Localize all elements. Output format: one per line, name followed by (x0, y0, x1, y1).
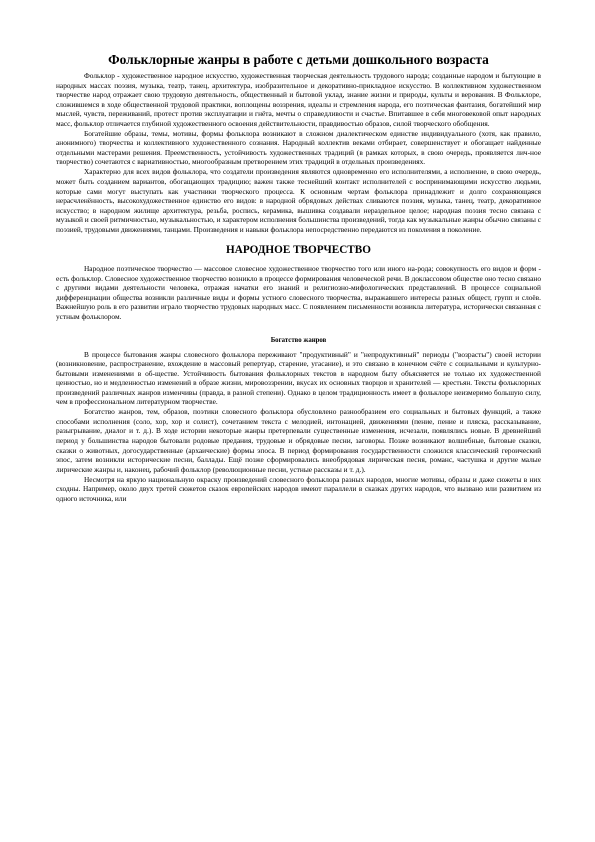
section-paragraph: Народное поэтическое творчество — массовое словесное художественное творчество того или иного на-рода; совокупность его видов и форм - есть фольклор. Словесное художественное творчество возникло в процессе формирования человеческой речи. В доклассовом обществе оно тесно связано с другими видами деятельности человека, отражая начатки его знаний и религиозно-мифологических представлений. В процессе социальной дифференциации общества возникли различные виды и формы устного словесного творчества, выражавшего интересы разных общест, групп и слоёв. Важнейшую роль в его развитии играло творчество трудовых народных масс. С появлением письменности возникла литература, исторически связанная с устным фольклором. (56, 264, 541, 322)
intro-paragraph: Фольклор - художественное народное искусство, художественная творческая деятельность трудового народа; созданные народом и бытующие в народных массах поэзия, музыка, театр, танец, архитектура, изобразительное и декоративно-прикладное искусство. В коллективном художественном творчестве народ отражает свою трудовую деятельность, общественный и бытовой уклад, знание жизни и природы, культы и верования. В Фольклоре, сложившемся в ходе общественной трудовой практики, воплощены воззрения, идеалы и стремления народа, его поэтическая фантазия, богатейший мир мыслей, чувств, переживаний, протест против эксплуатации и гнёта, мечты о справедливости и счастье. Впитавшее в себя многовековой опыт народных масс, фольклор отличается глубиной художественного освоения действительности, правдивостью образов, силой творческого обобщения. (56, 71, 541, 128)
section-heading: НАРОДНОЕ ТВОРЧЕСТВО (226, 244, 371, 257)
page-title: Фольклорные жанры в работе с детьми дошкольного возраста (108, 52, 489, 67)
subsection-paragraph: Богатство жанров, тем, образов, поэтики словесного фольклора обусловлено разнообразием его социальных и бытовых функций, а также способами исполнения (соло, хор, хор и солист), сочетанием текста с мелодией, интонацией, движениями (пение, пение и пляска, рассказывание, разыгрывание, диалог и т. д.). В ходе истории некоторые жанры претерпевали существенные изменения, исчезали, появлялись новые. В древнейший период у большинства народов бытовали родовые предания, трудовые и обрядовые песни, заговоры. Позже возникают волшебные, бытовые сказки, сказки о животных, догосударственные (архаические) формы эпоса. В период формирования государственности сложился классический героический эпос, затем возникли исторические песни, баллады. Ещё позже сформировались внеобрядовая лирическая песня, романс, частушка и другие малые лирические жанры и, наконец, рабочий фольклор (революционные песни, устные рассказы и т. д.). (56, 407, 541, 474)
intro-paragraph: Характерно для всех видов фольклора, что создатели произведения являются одновременно его исполнителями, а исполнение, в свою очередь, может быть созданием вариантов, обогащающих традицию; важен также теснейший контакт исполнителей с воспринимающими искусство людьми, которые сами могут выступать как участники творческого процесса. К основным чертам фольклора принадлежит и долго сохраняющаяся нерасчленённость, высокохудожественное единство его видов: в народной обрядовых действах сливаются поэзия, музыка, танец, театр, декоративное искусство; в народном жилище архитектура, резьба, роспись, керамика, вышивка создавали нераздельное целое; народная поэзия тесно связана с музыкой и своей ритмичностью, музыкальностью, и характером исполнения большинства произведений, тогда как музыкальные жанры обычно связаны с поэзией, трудовыми движениями, танцами. Произведения и навыки фольклора непосредственно передаются из поколения в поколение. (56, 167, 541, 234)
intro-paragraph: Богатейшие образы, темы, мотивы, формы фольклора возникают в сложном диалектическом единстве индивидуального (хотя, как правило, анонимного) творчества и коллективного художественного сознания. Народный коллектив веками отбирает, совершенствует и обогащает найденные отдельными мастерами решения. Преемственность, устойчивость художественных традиций (в рамках которых, в свою очередь, проявляется лич-ное творчество) сочетаются с вариативностью, многообразным претворением этих традиций в отдельных произведениях. (56, 128, 541, 167)
subsection-paragraph: Несмотря на яркую национальную окраску произведений словесного фольклора разных народов, многие мотивы, образы и даже сюжеты в них сходны. Например, около двух третей сюжетов сказок европейских народов имеют параллели в сказках других народов, что вызвано или развитием из одного источника, или (56, 474, 541, 503)
subsection-paragraph: В процессе бытования жанры словесного фольклора переживают "продуктивный" и "непродуктивный" периоды ("возрасты") своей истории (возникновение, распространение, вхождение в массовый репертуар, старение, угасание), и это связано в конечном счёте с социальными и культурно-бытовыми изменениями в об-ществе. Устойчивость бытования фольклорных текстов в народном быту объясняется не только их художественной ценностью, но и медленностью изменений в образе жизни, мировоззрении, вкусах их основных творцов и хранителей — крестьян. Тексты фольклорных произведений различных жанров изменчивы (правда, в разной степени). Однако в целом традиционность имеет в фольклоре неизмеримо большую силу, чем в профессиональном литературном творчестве. (56, 349, 541, 407)
document-page (56, 52, 541, 503)
subsection-heading: Богатство жанров (270, 336, 327, 344)
